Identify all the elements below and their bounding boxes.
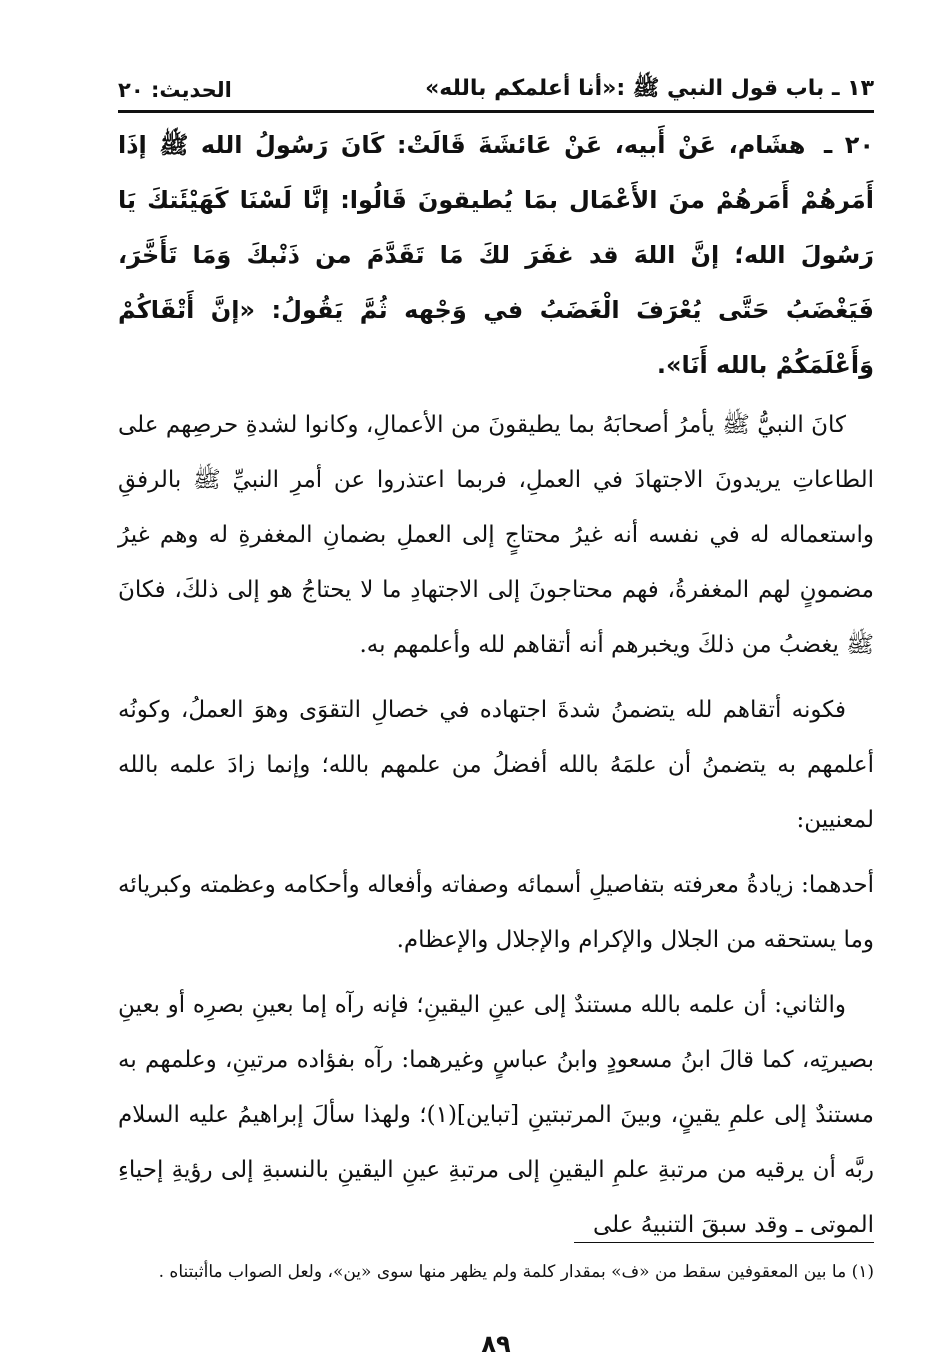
commentary-paragraph-3: أحدهما: زيادةُ معرفته بتفاصيلِ أسمائه وصفاته وأفعاله وأحكامه وعظمته وكبريائه وما يستحقه من الجلال والإكرام والإجلال والإعظام. [118, 872, 874, 953]
commentary-paragraph-1: كانَ النبيُّ ﷺ يأمرُ أصحابَهُ بما يطيقونَ من الأعمالِ، وكانوا لشدةِ حرصِهم على الطاعاتِ يريدونَ الاجتهادَ في العملِ، فربما اعتذروا عن أمرِ النبيِّ ﷺ بالرفقِ واستعماله له في نفسه أنه غيرُ محتاجٍ إلى العملِ بضمانِ المغفرةِ له وهم غيرُ مضمونٍ لهم المغفرةُ، فهم محتاجونَ إلى الاجتهادِ ما لا يحتاجُ هو إلى ذلكَ، فكانَ ﷺ يغضبُ من ذلكَ ويخبرهم أنه أتقاهم لله وأعلمهم به. [118, 412, 874, 658]
hadith-number: ٢٠ ـ [823, 131, 875, 159]
commentary [118, 398, 874, 1263]
hadith-reference: الحديث: ٢٠ [118, 78, 232, 102]
chapter-title: ١٣ ـ باب قول النبي ﷺ :«أنا أعلمكم بالله» [425, 76, 874, 101]
hadith-text-block [118, 118, 874, 393]
running-header [118, 70, 874, 113]
hadith-text: هشَام، عَنْ أَبيه، عَنْ عَائشَةَ قَالَتْ: كَانَ رَسُولُ الله ﷺ إذَا أَمَرهُمْ أَمَرهُمْ منَ الأَعْمَال بمَا يُطيقونَ قَالُوا: إنَّا لَسْنَا كَهَيْئَتكَ يَا رَسُولَ الله؛ إنَّ اللهَ قد غفَرَ لكَ مَا تَقَدَّمَ من ذَنْبكَ وَمَا تَأَخَّرَ، فَيَغْضَبُ حَتَّى يُعْرَفَ الْغَضَبُ في وَجْهه ثُمَّ يَقُولُ: «إنَّ أَتْقَاكُمْ وَأَعْلَمَكُمْ بالله أَنَا». [118, 131, 874, 379]
footnote-divider [574, 1242, 874, 1243]
footnote-1: (١) ما بين المعقوفين سقط من «ف» بمقدار كلمة ولم يظهر منها سوى «ين»، ولعل الصواب ماأثبتناه . [158, 1262, 874, 1282]
page-number: ٨٩ [481, 1330, 511, 1358]
footnotes [118, 1255, 874, 1289]
document-page [118, 60, 874, 1360]
commentary-paragraph-4: والثاني: أن علمه بالله مستندٌ إلى عينِ اليقينِ؛ فإنه رآه إما بعينِ بصرِه أو بعينِ بصيرتِه، كما قالَ ابنُ مسعودٍ وابنُ عباسٍ وغيرهما: رآه بفؤاده مرتينِ، وعلمهم به مستندٌ إلى علمِ يقينٍ، وبينَ المرتبتينِ [تباين](١)؛ ولهذا سألَ إبراهيمُ عليه السلام ربَّه أن يرقيه من مرتبةِ علمِ اليقينِ إلى مرتبةِ عينِ اليقينِ بالنسبةِ إلى رؤيةِ إحياءِ الموتى ـ وقد سبقَ التنبيهُ على [118, 992, 874, 1238]
commentary-paragraph-2: فكونه أتقاهم لله يتضمنُ شدةَ اجتهاده في خصالِ التقوَى وهوَ العملُ، وكونُه أعلمهم به يتضمنُ أن علمَهُ بالله أفضلُ من علمهم بالله؛ وإنما زادَ علمه بالله لمعنيين: [118, 697, 874, 833]
